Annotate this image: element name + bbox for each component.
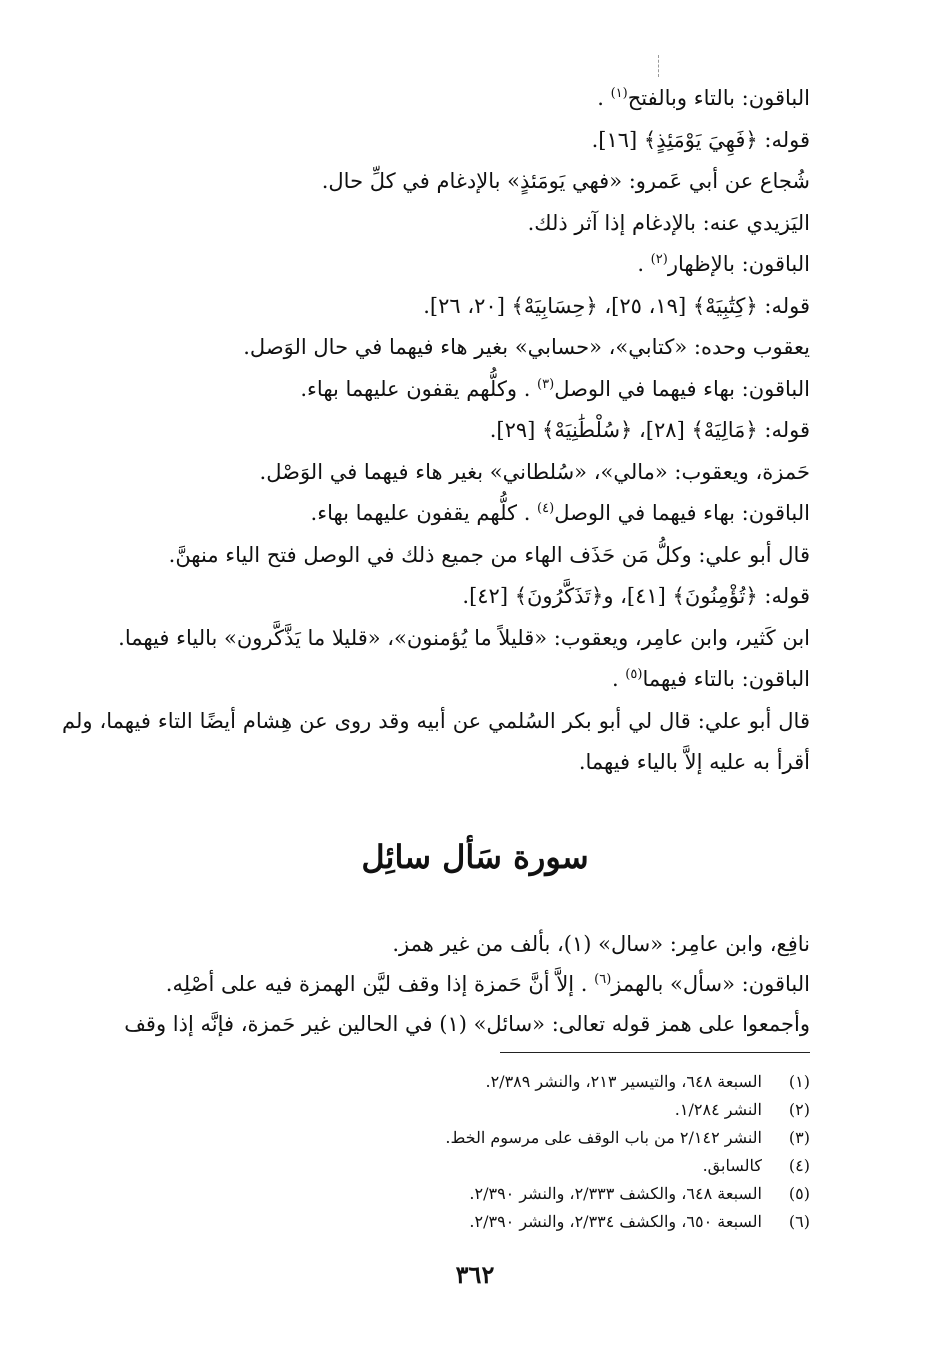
footnote-text: كالسابق. — [702, 1156, 762, 1175]
footnote-ref[interactable]: (٥) — [625, 667, 643, 682]
footnote-number: (٤) — [788, 1156, 810, 1175]
footnote-item — [62, 1068, 810, 1096]
main-text-part-2 — [62, 924, 810, 1044]
text-line: قوله: ﴿كِتَٰبِيَهْ﴾ [١٩، ٢٥]، ﴿حِسَابِيَهْ﴾ [٢٠، ٢٦]. — [423, 293, 810, 318]
surah-title: سورة سَأل سائِل — [361, 838, 589, 876]
text-line: اليَزيدي عنه: بالإدغام إذا آثر ذلك. — [527, 210, 810, 235]
text-line: الباقون: بالتاء وبالفتح$^{(١)}$ . — [597, 86, 810, 110]
footnote-item — [62, 1152, 810, 1180]
text-line: قوله: ﴿مَالِيَهْ﴾ [٢٨]، ﴿سُلْطَٰنِيَهْ﴾ [٢٩]. — [489, 418, 810, 442]
text-line: الباقون: بهاء فيهما في الوصل$^{(٤)}$ . كلُّهم يقفون عليهما بهاء. — [310, 501, 810, 525]
footnote-item — [62, 1124, 810, 1152]
footnote-text: السبعة ٦٥٠، والكشف ٢/٣٣٤، والنشر ٢/٣٩٠. — [469, 1212, 762, 1231]
footnote-number: (٢) — [788, 1100, 810, 1119]
scan-mark — [658, 55, 660, 77]
footnote-divider — [500, 1052, 810, 1053]
footnote-text: النشر ١/٢٨٤. — [674, 1100, 762, 1119]
footnote-ref[interactable]: (١) — [610, 86, 628, 101]
footnote-text: النشر ٢/١٤٢ من باب الوقف على مرسوم الخط. — [445, 1128, 762, 1147]
footnotes — [62, 1068, 810, 1236]
footnote-item — [62, 1180, 810, 1208]
footnote-ref[interactable]: (٤) — [537, 501, 555, 516]
main-text-part-1 — [62, 78, 810, 784]
text-line: قال أبو علي: وكلُّ مَن حَذَف الهاء من جميع ذلك في الوصل فتح الياء منهنَّ. — [168, 542, 810, 567]
text-line: شُجاع عن أبي عَمرو: «فهي يَومَئذٍ» بالإدغام في كلِّ حال. — [321, 169, 810, 193]
text-line: ابن كَثير، وابن عامِر، ويعقوب: «قليلاً ما يُؤمنون»، «قليلا ما يَذَّكَّرون» بالياء فيهما. — [118, 625, 810, 650]
text-line: الباقون: «سأل» بالهمز$^{(٦)}$ . إلاَّ أنَّ حَمزة إذا وقف ليَّن الهمزة فيه على أصْلِه. — [165, 972, 810, 996]
footnote-item — [62, 1208, 810, 1236]
footnote-ref[interactable]: (٢) — [650, 252, 668, 267]
footnote-item — [62, 1096, 810, 1124]
text-line: الباقون: بالتاء فيهما$^{(٥)}$ . — [611, 667, 810, 691]
text-line: قوله: ﴿تُؤْمِنُونَ﴾ [٤١]، و﴿تَذَكَّرُونَ﴾ [٤٢]. — [462, 584, 810, 608]
text-line: حَمزة، ويعقوب: «مالي»، «سُلطاني» بغير هاء فيهما في الوَصْل. — [259, 459, 810, 484]
footnote-number: (٦) — [788, 1212, 810, 1231]
text-line: الباقون: بالإظهار$^{(٢)}$ . — [637, 252, 810, 276]
footnote-number: (٥) — [788, 1184, 810, 1203]
footnote-number: (٣) — [788, 1128, 810, 1147]
footnote-ref[interactable]: (٣) — [537, 376, 555, 392]
text-line: يعقوب وحده: «كتابي»، «حسابي» بغير هاء فيهما في حال الوَصل. — [243, 335, 810, 359]
footnote-ref[interactable]: (٦) — [594, 972, 612, 987]
footnote-number: (١) — [788, 1072, 810, 1091]
footnote-text: السبعة ٦٤٨، والكشف ٢/٣٣٣، والنشر ٢/٣٩٠. — [469, 1184, 762, 1203]
page-number: ٣٦٢ — [455, 1260, 495, 1289]
text-line: قوله: ﴿فَهِيَ يَوْمَئِذٍ﴾ [١٦]. — [591, 127, 810, 152]
text-line: نافِع، وابن عامِر: «سال» (١)، بألف من غير همز. — [392, 932, 810, 956]
text-line: قال أبو علي: قال لي أبو بكر السُلمي عن أبيه وقد روى عن هِشام أيضًا التاء فيهما، ولم أقرأ به عليه إلاَّ بالياء فيهما. — [62, 708, 810, 774]
footnote-text: السبعة ٦٤٨، والتيسير ٢١٣، والنشر ٢/٣٨٩. — [485, 1072, 762, 1091]
text-line: وأجمعوا على همز قوله تعالى: «سائل» (١) في الحالين غير حَمزة، فإنَّه إذا وقف — [124, 1012, 810, 1036]
text-line: الباقون: بهاء فيهما في الوصل$^{(٣)}$ . وكلُّهم يقفون عليهما بهاء. — [300, 376, 810, 401]
